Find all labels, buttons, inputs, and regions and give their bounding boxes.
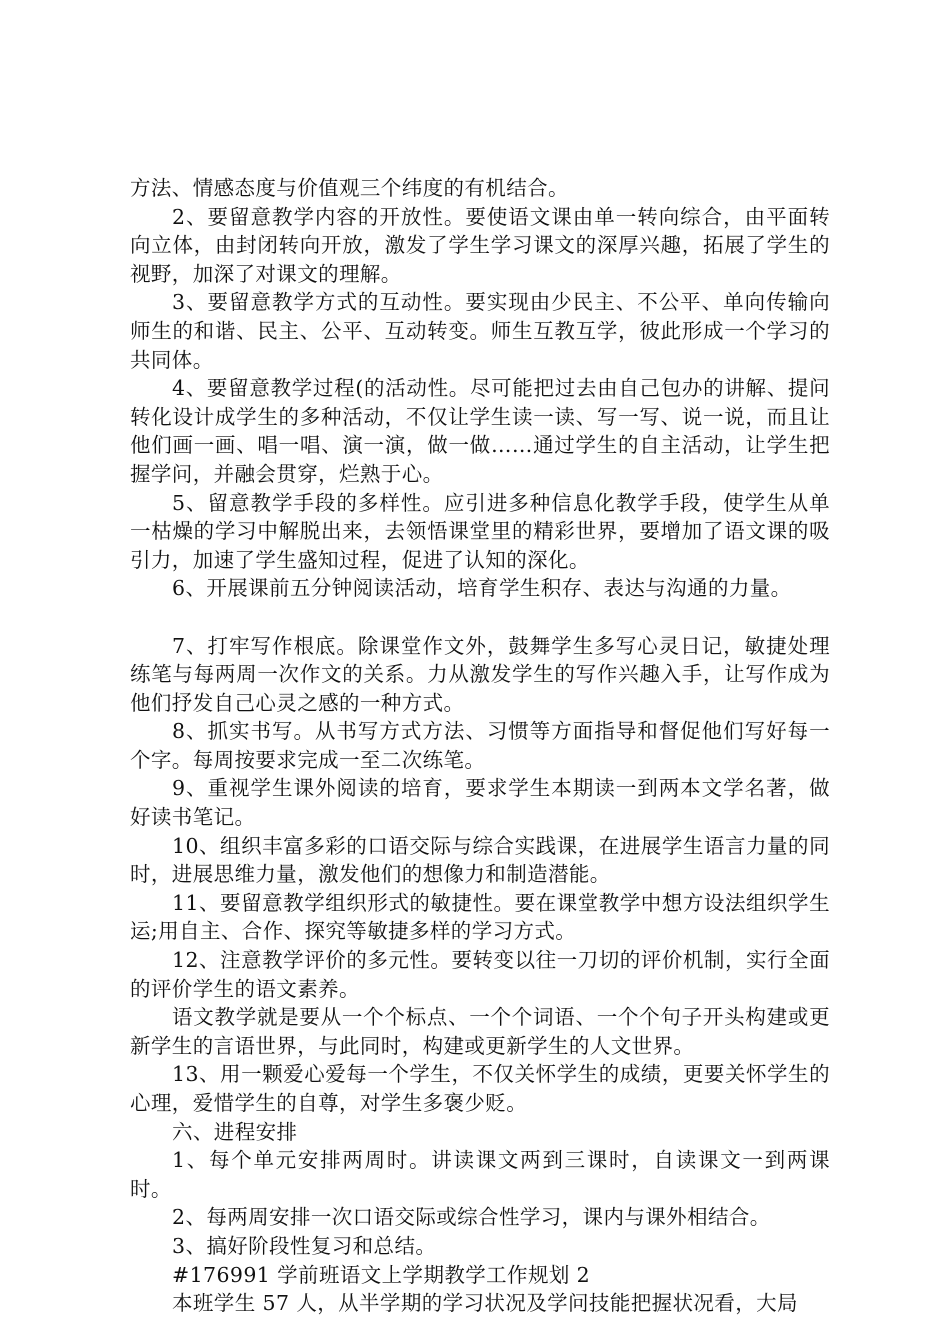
document-title-2: #176991 学前班语文上学期教学工作规划 2 (172, 1262, 591, 1287)
paragraph-intro: 本班学生 57 人，从半学期的学习状况及学问技能把握状况看，大局 (172, 1291, 798, 1316)
section-heading: 六、进程安排 (172, 1119, 298, 1144)
paragraph-summary: 语文教学就是要从一个个标点、一个个词语、一个个句子开头构建或更新学生的言语世界，与此同时，构建或更新学生的人文世界。 (130, 1005, 830, 1058)
paragraph-item-13: 13、用一颗爱心爱每一个学生，不仅关怀学生的成绩，更要关怀学生的心理，爱惜学生的自尊，对学生多褒少贬。 (130, 1062, 830, 1115)
paragraph-item-7: 7、打牢写作根底。除课堂作文外，鼓舞学生多写心灵日记，敏捷处理练笔与每两周一次作文的关系。力从激发学生的写作兴趣入手，让写作成为他们抒发自己心灵之感的一种方式。 (130, 633, 830, 715)
schedule-item-1: 1、每个单元安排两周时。讲读课文两到三课时，自读课文一到两课时。 (130, 1148, 830, 1201)
document-body (130, 174, 830, 1318)
paragraph-item-2: 2、要留意教学内容的开放性。要使语文课由单一转向综合，由平面转向立体，由封闭转向开放，激发了学生学习课文的深厚兴趣，拓展了学生的视野，加深了对课文的理解。 (130, 204, 830, 286)
paragraph-continuation: 方法、情感态度与价值观三个纬度的有机结合。 (130, 176, 569, 200)
paragraph-item-9: 9、重视学生课外阅读的培育，要求学生本期读一到两本文学名著，做好读书笔记。 (130, 776, 830, 830)
paragraph-item-11: 11、要留意教学组织形式的敏捷性。要在课堂教学中想方设法组织学生运;用自主、合作、探究等敏捷多样的学习方式。 (130, 890, 830, 944)
paragraph-item-5: 5、留意教学手段的多样性。应引进多种信息化教学手段，使学生从单一枯燥的学习中解脱出来，去领悟课堂里的精彩世界，要增加了语文课的吸引力，加速了学生盛知过程，促进了认知的深化。 (130, 490, 830, 572)
blank-line (130, 603, 830, 632)
paragraph-item-4: 4、要留意教学过程(的活动性。尽可能把过去由自己包办的讲解、提问转化设计成学生的多种活动，不仅让学生读一读、写一写、说一说，而且让他们画一画、唱一唱、演一演，做一做……通过学生的自主活动，让学生把握学问，并融会贯穿，烂熟于心。 (130, 376, 830, 486)
paragraph-item-6: 6、开展课前五分钟阅读活动，培育学生积存、表达与沟通的力量。 (172, 576, 792, 601)
paragraph-item-8: 8、抓实书写。从书写方式方法、习惯等方面指导和督促他们写好每一个字。每周按要求完成一至二次练笔。 (130, 719, 830, 772)
paragraph-item-10: 10、组织丰富多彩的口语交际与综合实践课，在进展学生语言力量的同时，进展思维力量，激发他们的想像力和制造潜能。 (130, 833, 830, 887)
schedule-item-3: 3、搞好阶段性复习和总结。 (172, 1233, 437, 1258)
schedule-item-2: 2、每两周安排一次口语交际或综合性学习，课内与课外相结合。 (172, 1205, 771, 1230)
paragraph-item-12: 12、注意教学评价的多元性。要转变以往一刀切的评价机制，实行全面的评价学生的语文素养。 (130, 948, 830, 1001)
paragraph-item-3: 3、要留意教学方式的互动性。要实现由少民主、不公平、单向传输向师生的和谐、民主、公平、互动转变。师生互教互学，彼此形成一个学习的共同体。 (130, 290, 830, 372)
